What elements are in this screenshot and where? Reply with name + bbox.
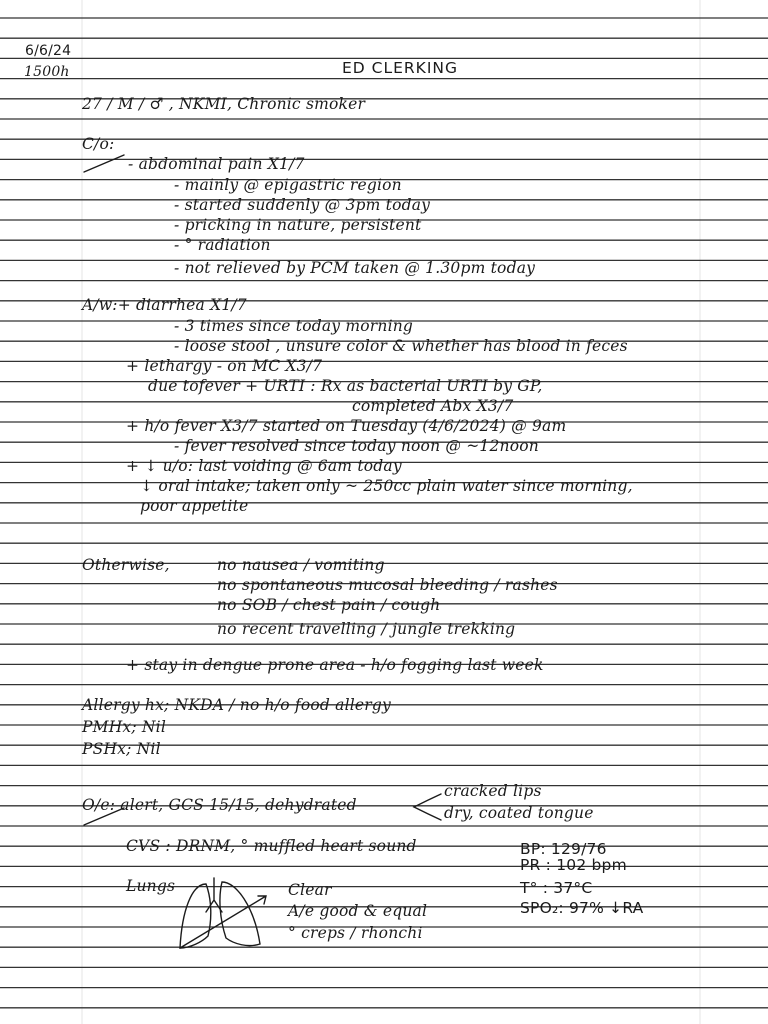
- associated-fever: + h/o fever X3/7 started on Tuesday (4/6/2024) @ 9am: [126, 417, 567, 435]
- dengue-exposure: + stay in dengue prone area - h/o fogging last week: [126, 656, 544, 674]
- diarrhea-detail: - loose stool , unsure color & whether has blood in feces: [174, 337, 628, 355]
- complaint-detail: - mainly @ epigastric region: [174, 176, 402, 194]
- lethargy-continuation: completed Abx X3/7: [352, 397, 514, 415]
- allergy-history: Allergy hx; NKDA / no h/o food allergy: [82, 696, 391, 714]
- vital-pr: PR : 102 bpm: [520, 856, 627, 874]
- lethargy-continuation: due tofever + URTI : Rx as bacterial URTI by GP,: [148, 377, 543, 395]
- lung-finding: ° creps / rhonchi: [288, 924, 423, 942]
- complaint-detail: - started suddenly @ 3pm today: [174, 196, 431, 214]
- past-medical-history: PMHx; Nil: [82, 718, 166, 736]
- vital-bp: BP: 129/76: [520, 840, 607, 858]
- patient-demographics: 27 / M / ♂ , NKMI, Chronic smoker: [82, 95, 366, 113]
- complaint-detail: - not relieved by PCM taken @ 1.30pm today: [174, 259, 536, 277]
- brace-icon: [414, 794, 441, 820]
- vital-spo2: SPO₂: 97% ↓RA: [520, 899, 644, 917]
- underline-stroke: [84, 808, 124, 825]
- negatives-label: Otherwise,: [82, 556, 170, 574]
- negative-item: no recent travelling / jungle trekking: [217, 620, 516, 638]
- complaint-label: C/o:: [82, 135, 115, 153]
- past-surgical-history: PSHx; Nil: [82, 740, 161, 758]
- exam-lungs-label: Lungs: [126, 877, 176, 895]
- complaint-detail: - pricking in nature, persistent: [174, 216, 422, 234]
- exam-cvs: CVS : DRNM, ° muffled heart sound: [126, 837, 417, 855]
- header-date: 6/6/24: [25, 43, 72, 59]
- dehydration-sign: dry, coated tongue: [444, 804, 594, 822]
- negative-item: no nausea / vomiting: [217, 556, 385, 574]
- lungs-icon: [180, 878, 266, 948]
- associated-urine: + ↓ u/o: last voiding @ 6am today: [126, 457, 402, 475]
- page-title: ED CLERKING: [342, 59, 459, 77]
- associated-appetite: poor appetite: [140, 497, 249, 515]
- negative-item: no spontaneous mucosal bleeding / rashes: [217, 576, 558, 594]
- associated-intake: ↓ oral intake; taken only ~ 250cc plain water since morning,: [140, 477, 633, 495]
- dehydration-sign: cracked lips: [444, 782, 542, 800]
- complaint-main: - abdominal pain X1/7: [128, 155, 305, 173]
- vital-temp: T° : 37°C: [520, 879, 593, 897]
- lung-finding: Clear: [288, 881, 332, 899]
- underline-stroke: [84, 155, 124, 172]
- associated-diarrhea: A/w:+ diarrhea X1/7: [82, 296, 247, 314]
- lung-finding: A/e good & equal: [288, 902, 428, 920]
- diarrhea-detail: - 3 times since today morning: [174, 317, 414, 335]
- associated-lethargy: + lethargy - on MC X3/7: [126, 357, 323, 375]
- fever-detail: - fever resolved since today noon @ ~12noon: [174, 437, 539, 455]
- exam-general: O/e: alert, GCS 15/15, dehydrated: [82, 796, 357, 814]
- complaint-detail: - ° radiation: [174, 236, 271, 254]
- header-time: 1500h: [24, 64, 70, 80]
- negative-item: no SOB / chest pain / cough: [217, 596, 441, 614]
